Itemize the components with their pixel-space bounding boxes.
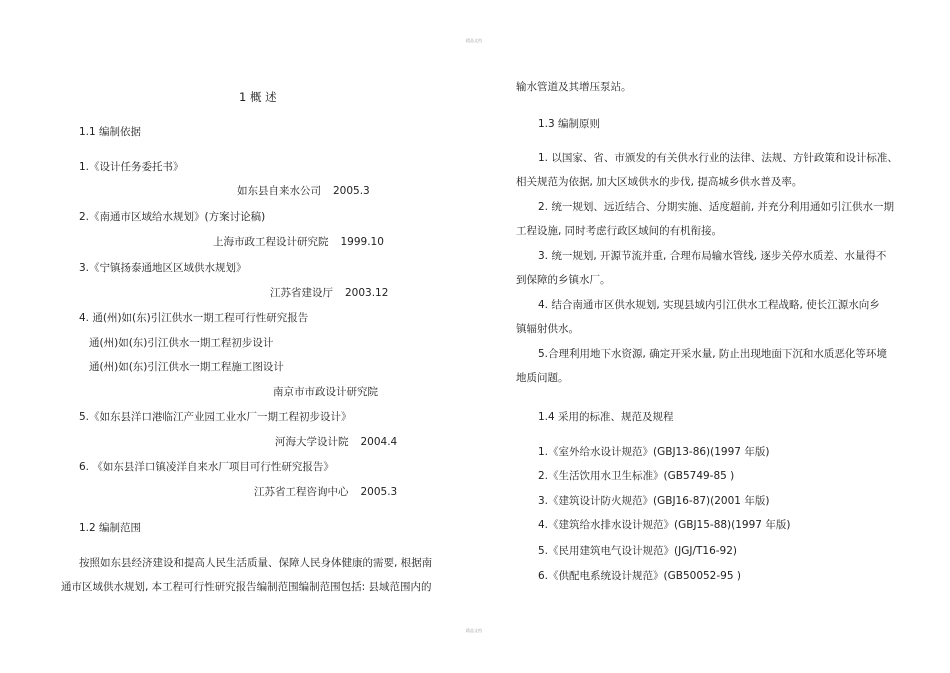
standard-5: 5.《民用建筑电气设计规范》(JGJ/T16-92) (538, 545, 738, 557)
principle-3-line2: 到保障的乡镇水厂。 (516, 274, 611, 286)
standard-2: 2.《生活饮用水卫生标准》(GB5749-85 ) (538, 470, 735, 482)
ref-4-title: 4. 通(州)如(东)引江供水一期工程可行性研究报告 (79, 312, 309, 324)
principle-4-line2: 镇辐射供水。 (516, 323, 579, 335)
ref-3-org: 江苏省建设厅 (270, 287, 333, 299)
ref-6-source (254, 485, 401, 499)
standard-6: 6.《供配电系统设计规范》(GB50052-95 ) (538, 570, 741, 582)
section-1-2-line1: 按照如东县经济建设和提高人民生活质量、保障人民身体健康的需要, 根据南 (79, 557, 433, 569)
ref-1-source (237, 184, 373, 198)
ref-4-line2: 通(州)如(东)引江供水一期工程初步设计 (89, 337, 274, 349)
ref-5-title: 5.《如东县洋口港临江产业园工业水厂一期工程初步设计》 (79, 411, 352, 423)
ref-2-date: 1999.10 (340, 236, 384, 248)
standard-1: 1.《室外给水设计规范》(GBJ13-86)(1997 年版) (538, 446, 770, 458)
principle-1-line2: 相关规范为依据, 加大区域供水的步伐, 提高城乡供水普及率。 (516, 176, 803, 188)
ref-2-title: 2.《南通市区域给水规划》(方案讨论稿) (79, 211, 266, 223)
ref-6-title: 6. 《如东县洋口镇凌洋自来水厂项目可行性研究报告》 (79, 461, 334, 473)
principle-3-line1: 3. 统一规划, 开源节流并重, 合理布局输水管线, 逐步关停水质差、水量得不 (538, 250, 887, 262)
ref-3-title: 3.《宁镇扬泰通地区区域供水规划》 (79, 262, 247, 274)
section-1-2-title: 1.2 编制范围 (79, 522, 142, 534)
section-1-1-title: 1.1 编制依据 (79, 126, 142, 138)
ref-1-title: 1.《设计任务委托书》 (79, 161, 184, 173)
ref-3-source (270, 286, 389, 300)
principle-5-line2: 地质问题。 (516, 372, 569, 384)
ref-5-org: 河海大学设计院 (275, 436, 349, 448)
principle-2-line1: 2. 统一规划、远近结合、分期实施、适度超前, 并充分利用通如引江供水一期 (538, 201, 895, 213)
standard-4: 4.《建筑给水排水设计规范》(GBJ15-88)(1997 年版) (538, 519, 791, 531)
principle-1-line1: 1. 以国家、省、市颁发的有关供水行业的法律、法规、方针政策和设计标准、 (538, 152, 898, 164)
header-mark: 精品文档 (466, 38, 482, 43)
ref-6-org: 江苏省工程咨询中心 (254, 486, 349, 498)
section-1-2-line2: 通市区域供水规划, 本工程可行性研究报告编制范围编制范围包括: 县域范围内的 (61, 581, 432, 593)
section-1-4-title: 1.4 采用的标准、规范及规程 (538, 411, 674, 423)
principle-5-line1: 5.合理利用地下水资源, 确定开采水量, 防止出现地面下沉和水质恶化等环境 (538, 348, 887, 360)
ref-2-org: 上海市政工程设计研究院 (213, 236, 329, 248)
ref-1-org: 如东县自来水公司 (237, 185, 321, 197)
principle-4-line1: 4. 结合南通市区供水规划, 实现县域内引江供水工程战略, 使长江源水向乡 (538, 299, 880, 311)
standard-3: 3.《建筑设计防火规范》(GBJ16-87)(2001 年版) (538, 495, 770, 507)
ref-2-source (213, 235, 384, 249)
section-1-3-title: 1.3 编制原则 (538, 118, 601, 130)
ref-4-org: 南京市市政设计研究院 (273, 386, 378, 398)
principle-2-line2: 工程设施, 同时考虑行政区域间的有机衔接。 (516, 225, 723, 237)
ref-6-date: 2005.3 (360, 486, 398, 498)
footer-mark: 精品文档 (466, 628, 482, 633)
chapter-title: 1 概 述 (239, 90, 277, 104)
ref-4-line3: 通(州)如(东)引江供水一期工程施工图设计 (89, 361, 284, 373)
ref-5-date: 2004.4 (360, 436, 398, 448)
ref-3-date: 2003.12 (345, 287, 389, 299)
ref-1-date: 2005.3 (333, 185, 370, 197)
ref-5-source (275, 435, 401, 449)
continuation-text: 输水管道及其增压泵站。 (516, 81, 632, 93)
